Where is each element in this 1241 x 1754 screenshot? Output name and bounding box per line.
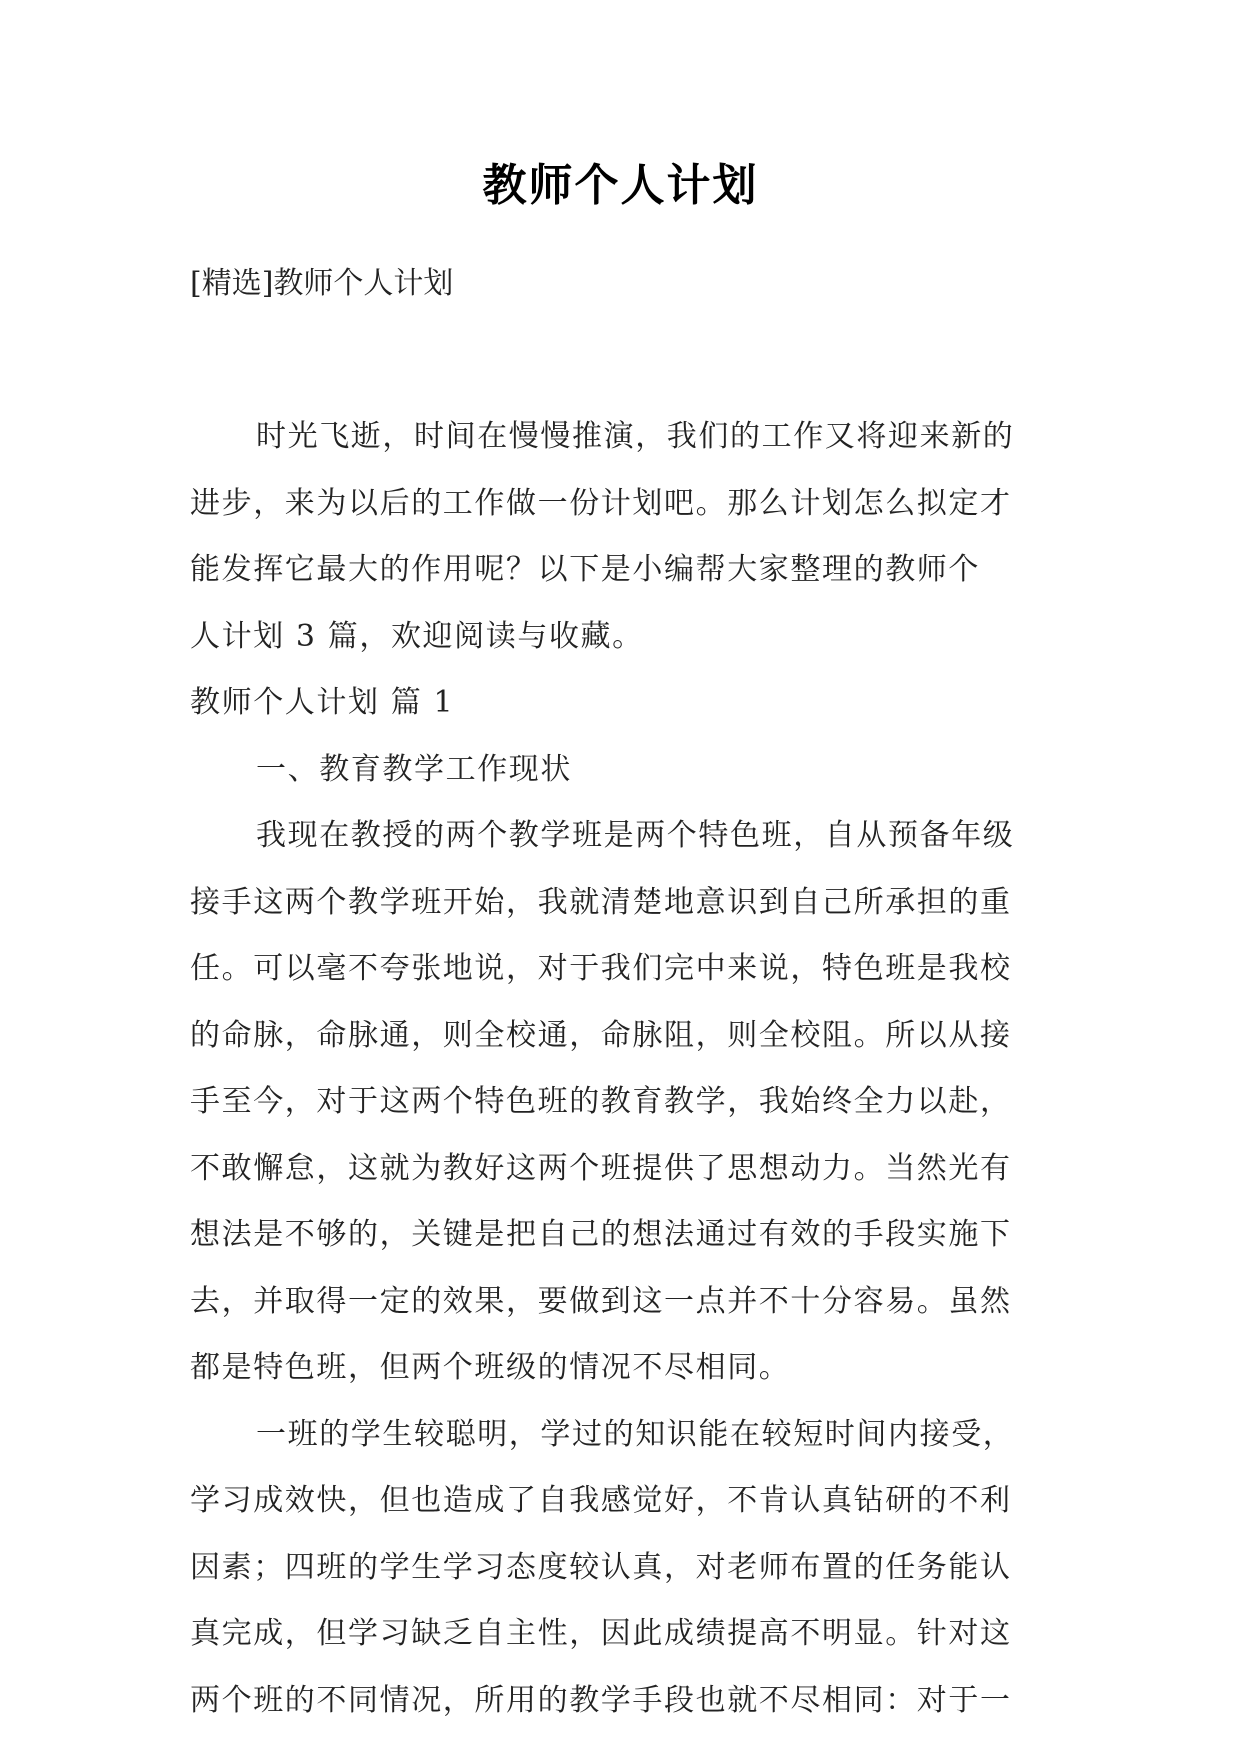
text-line: 人计划 3 篇，欢迎阅读与收藏。: [190, 618, 644, 654]
text-line: 的命脉，命脉通，则全校通，命脉阻，则全校阻。所以从接: [190, 1017, 1012, 1053]
text-line: 不敢懈怠，这就为教好这两个班提供了思想动力。当然光有: [190, 1150, 1012, 1186]
document-title: 教师个人计划: [482, 160, 759, 211]
subsection-heading: 一、教育教学工作现状: [256, 751, 572, 787]
text-line: 学习成效快，但也造成了自我感觉好，不肯认真钻研的不利: [190, 1483, 1012, 1518]
text-line: 两个班的不同情况，所用的教学手段也就不尽相同：对于一: [190, 1682, 1012, 1718]
text-line: 能发挥它最大的作用呢？以下是小编帮大家整理的教师个: [190, 552, 980, 587]
document-body: [190, 404, 1060, 1734]
text-line: 进步，来为以后的工作做一份计划吧。那么计划怎么拟定才: [190, 485, 1012, 521]
text-line: 真完成，但学习缺乏自主性，因此成绩提高不明显。针对这: [190, 1616, 1012, 1651]
text-line: 时光飞逝，时间在慢慢推演，我们的工作又将迎来新的: [256, 419, 1015, 454]
text-line: 我现在教授的两个教学班是两个特色班，自从预备年级: [256, 818, 1015, 853]
section-heading: 教师个人计划 篇 1: [190, 685, 455, 720]
text-line: 任。可以毫不夸张地说，对于我们完中来说，特色班是我校: [190, 951, 1012, 986]
text-line: 去，并取得一定的效果，要做到这一点并不十分容易。虽然: [190, 1283, 1012, 1319]
text-line: 想法是不够的，关键是把自己的想法通过有效的手段实施下: [190, 1217, 1012, 1252]
text-line: 手至今，对于这两个特色班的教育教学，我始终全力以赴，: [190, 1084, 1012, 1119]
text-line: 一班的学生较聪明，学过的知识能在较短时间内接受，: [256, 1416, 1015, 1452]
document-subtitle: [精选]教师个人计划: [190, 266, 454, 301]
text-line: 因素；四班的学生学习态度较认真，对老师布置的任务能认: [190, 1549, 1012, 1585]
text-line: 接手这两个教学班开始，我就清楚地意识到自己所承担的重: [190, 884, 1012, 920]
text-line: 都是特色班，但两个班级的情况不尽相同。: [190, 1350, 791, 1385]
